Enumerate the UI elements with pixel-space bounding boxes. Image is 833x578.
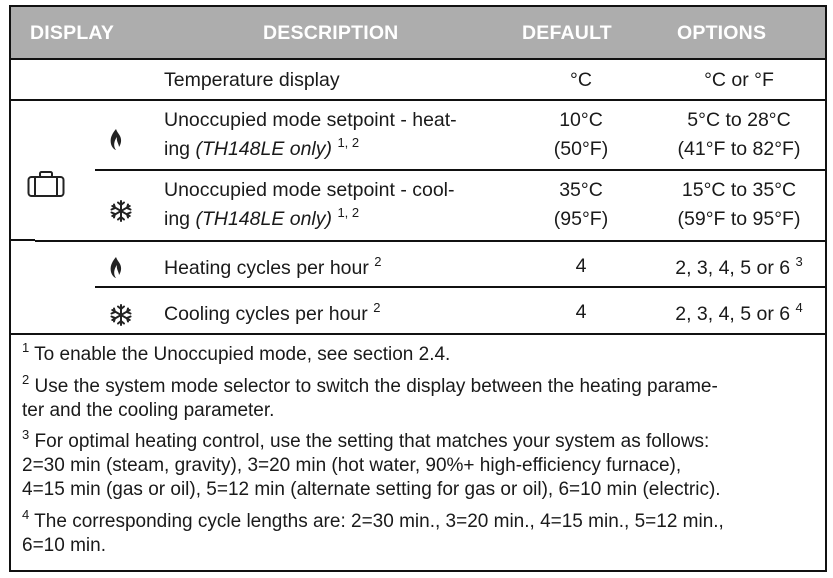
row-options: 2, 3, 4, 5 or 6 $^4$ (675, 300, 803, 325)
row-divider (11, 333, 825, 335)
row-divider-stub (11, 239, 35, 241)
row-options-line1: 15°C to 35°C (681, 179, 797, 201)
footnote-4-line2: 6=10 min. (22, 535, 106, 556)
snowflake-icon (109, 199, 133, 223)
footnote-2-line1: $^2$ Use the system mode selector to switch the display between the heating parame- (22, 372, 718, 397)
row-divider (11, 99, 825, 101)
row-default-line2: (50°F) (553, 138, 609, 160)
snowflake-icon (109, 303, 133, 327)
header-options: OPTIONS (677, 22, 767, 44)
row-default-line2: (95°F) (553, 208, 609, 230)
row-description: Heating cycles per hour $^2$ (164, 254, 382, 279)
row-default: °C (570, 69, 592, 91)
row-divider (95, 169, 825, 171)
flame-icon (108, 128, 124, 152)
footnote-2-line2: ter and the cooling parameter. (22, 400, 275, 421)
row-default: 4 (575, 255, 587, 277)
row-default: 4 (575, 301, 587, 323)
table-header (11, 7, 825, 60)
row-options: 2, 3, 4, 5 or 6 $^3$ (675, 254, 803, 279)
header-description: DESCRIPTION (263, 22, 399, 44)
footnote-4-line1: $^4$ The corresponding cycle lengths are: 2=30 min., 3=20 min., 4=15 min., 5=12 min., (22, 507, 724, 532)
flame-icon (108, 256, 124, 280)
row-options-line1: 5°C to 28°C (687, 109, 791, 131)
row-options: °C or °F (704, 69, 774, 91)
settings-table (9, 5, 827, 572)
row-default-line1: 35°C (559, 179, 603, 201)
header-default: DEFAULT (522, 22, 612, 44)
row-options-line2: (41°F to 82°F) (677, 138, 801, 160)
row-description-line2: ing (TH148LE only) $^{1, 2}$ (164, 205, 360, 230)
row-default-line1: 10°C (559, 109, 603, 131)
row-description-line1: Unoccupied mode setpoint - heat- (164, 109, 457, 131)
footnote-3-line2: 2=30 min (steam, gravity), 3=20 min (hot water, 90%+ high-efficiency furnace), (22, 455, 682, 476)
row-description-line1: Unoccupied mode setpoint - cool- (164, 179, 455, 201)
row-divider (35, 240, 825, 242)
row-options-line2: (59°F to 95°F) (677, 208, 801, 230)
footnote-3-line1: $^3$ For optimal heating control, use the setting that matches your system as follows: (22, 427, 710, 452)
row-description: Cooling cycles per hour $^2$ (164, 300, 381, 325)
row-divider (95, 286, 825, 288)
footnote-3-line3: 4=15 min (gas or oil), 5=12 min (alternate setting for gas or oil), 6=10 min (electric). (22, 479, 721, 500)
footnote-1: $^1$ To enable the Unoccupied mode, see section 2.4. (22, 340, 451, 365)
briefcase-icon (27, 170, 65, 198)
header-display: DISPLAY (30, 22, 115, 44)
row-description-line2: ing (TH148LE only) $^{1, 2}$ (164, 135, 360, 160)
row-description: Temperature display (164, 69, 340, 91)
